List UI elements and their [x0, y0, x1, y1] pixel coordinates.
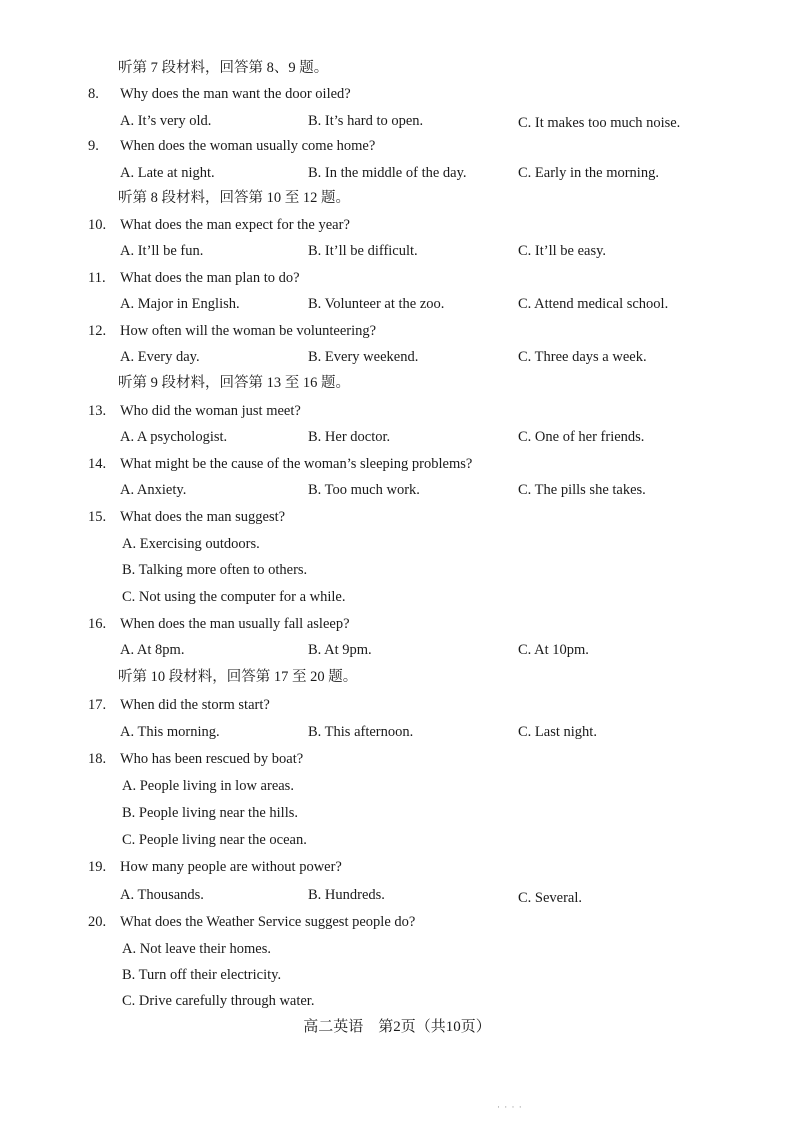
- option-b: B. Volunteer at the zoo.: [308, 296, 445, 312]
- section-7-instruction: 听第 7 段材料，回答第 8、9 题。: [118, 60, 329, 76]
- question-number: 16.: [88, 616, 107, 632]
- option-b: B. It’ll be difficult.: [308, 243, 418, 259]
- question-9: [0, 135, 794, 157]
- question-14-options: [0, 479, 794, 501]
- question-15: [0, 506, 794, 528]
- question-20-option-c: [0, 990, 794, 1012]
- question-15-option-c: [0, 586, 794, 608]
- question-10-options: [0, 240, 794, 262]
- option-a: A. People living in low areas.: [122, 778, 294, 794]
- question-19: [0, 856, 794, 878]
- question-19-options: [0, 884, 794, 906]
- question-13: [0, 400, 794, 422]
- option-c: C. At 10pm.: [518, 642, 589, 658]
- question-number: 18.: [88, 751, 107, 767]
- option-a: A. This morning.: [120, 724, 220, 740]
- option-b: B. At 9pm.: [308, 642, 372, 658]
- question-18-option-c: [0, 829, 794, 851]
- option-c: C. It’ll be easy.: [518, 243, 607, 259]
- option-c: C. The pills she takes.: [518, 482, 646, 498]
- option-b: B. Her doctor.: [308, 429, 391, 445]
- question-text: How many people are without power?: [120, 859, 342, 875]
- option-b: B. People living near the hills.: [122, 805, 298, 821]
- question-text: When does the man usually fall asleep?: [120, 616, 350, 632]
- option-b: B. In the middle of the day.: [308, 165, 467, 181]
- section-8-instruction: 听第 8 段材料，回答第 10 至 12 题。: [118, 190, 350, 206]
- question-11: [0, 267, 794, 289]
- option-c: C. Last night.: [518, 724, 597, 740]
- scan-artifact: · · · ·: [497, 1102, 523, 1112]
- section-header: [0, 187, 794, 209]
- option-a: A. Every day.: [120, 349, 200, 365]
- question-number: 15.: [88, 509, 107, 525]
- question-number: 11.: [88, 270, 106, 286]
- question-15-option-a: [0, 533, 794, 555]
- option-c: C. Attend medical school.: [518, 296, 669, 312]
- question-9-options: [0, 162, 794, 184]
- option-a: A. Anxiety.: [120, 482, 187, 498]
- option-b: B. Talking more often to others.: [122, 562, 308, 578]
- question-10: [0, 214, 794, 236]
- question-text: Who did the woman just meet?: [120, 403, 301, 419]
- question-13-options: [0, 426, 794, 448]
- option-c: C. Early in the morning.: [518, 165, 659, 181]
- question-8: [0, 83, 794, 105]
- option-a: A. Not leave their homes.: [122, 941, 271, 957]
- question-text: Who has been rescued by boat?: [120, 751, 304, 767]
- question-8-options: [0, 110, 794, 132]
- question-18-option-a: [0, 775, 794, 797]
- option-a: A. It’ll be fun.: [120, 243, 204, 259]
- question-17-options: [0, 721, 794, 743]
- option-b: B. It’s hard to open.: [308, 113, 424, 129]
- option-c: C. People living near the ocean.: [122, 832, 307, 848]
- question-20-option-b: [0, 964, 794, 986]
- option-a: A. Thousands.: [120, 887, 204, 903]
- question-number: 20.: [88, 914, 107, 930]
- option-c: C. Not using the computer for a while.: [122, 589, 346, 605]
- option-c: C. Drive carefully through water.: [122, 993, 315, 1009]
- question-text: How often will the woman be volunteering?: [120, 323, 377, 339]
- question-number: 9.: [88, 138, 99, 154]
- question-number: 17.: [88, 697, 107, 713]
- question-20: [0, 911, 794, 933]
- option-b: B. Turn off their electricity.: [122, 967, 282, 983]
- question-number: 10.: [88, 217, 107, 233]
- page-footer: 高二英语 第2页（共10页）: [303, 1019, 491, 1035]
- section-header: [0, 57, 794, 79]
- question-text: When did the storm start?: [120, 697, 270, 713]
- option-b: B. Every weekend.: [308, 349, 419, 365]
- option-c: C. One of her friends.: [518, 429, 645, 445]
- question-number: 8.: [88, 86, 99, 102]
- question-text: What does the man suggest?: [120, 509, 286, 525]
- question-20-option-a: [0, 938, 794, 960]
- question-15-option-b: [0, 559, 794, 581]
- question-16: [0, 613, 794, 635]
- question-text: What does the man expect for the year?: [120, 217, 350, 233]
- option-c: C. Three days a week.: [518, 349, 647, 365]
- question-18-option-b: [0, 802, 794, 824]
- section-10-instruction: 听第 10 段材料，回答第 17 至 20 题。: [118, 669, 358, 685]
- option-a: A. It’s very old.: [120, 113, 212, 129]
- section-header: [0, 372, 794, 394]
- option-a: A. Exercising outdoors.: [122, 536, 260, 552]
- option-a: A. Late at night.: [120, 165, 215, 181]
- question-text: Why does the man want the door oiled?: [120, 86, 351, 102]
- question-text: What does the man plan to do?: [120, 270, 300, 286]
- option-c: C. It makes too much noise.: [518, 115, 681, 131]
- question-number: 14.: [88, 456, 107, 472]
- question-17: [0, 694, 794, 716]
- question-number: 19.: [88, 859, 107, 875]
- question-11-options: [0, 293, 794, 315]
- question-number: 13.: [88, 403, 107, 419]
- option-a: A. A psychologist.: [120, 429, 228, 445]
- question-12-options: [0, 346, 794, 368]
- question-text: When does the woman usually come home?: [120, 138, 376, 154]
- option-c: C. Several.: [518, 890, 583, 906]
- question-text: What might be the cause of the woman’s sleeping problems?: [120, 456, 473, 472]
- section-9-instruction: 听第 9 段材料，回答第 13 至 16 题。: [118, 375, 350, 391]
- option-a: A. Major in English.: [120, 296, 240, 312]
- option-b: B. Hundreds.: [308, 887, 385, 903]
- question-text: What does the Weather Service suggest people do?: [120, 914, 416, 930]
- section-header: [0, 666, 794, 688]
- option-b: B. Too much work.: [308, 482, 420, 498]
- option-a: A. At 8pm.: [120, 642, 185, 658]
- question-12: [0, 320, 794, 342]
- option-b: B. This afternoon.: [308, 724, 414, 740]
- question-number: 12.: [88, 323, 107, 339]
- question-18: [0, 748, 794, 770]
- question-16-options: [0, 639, 794, 661]
- question-14: [0, 453, 794, 475]
